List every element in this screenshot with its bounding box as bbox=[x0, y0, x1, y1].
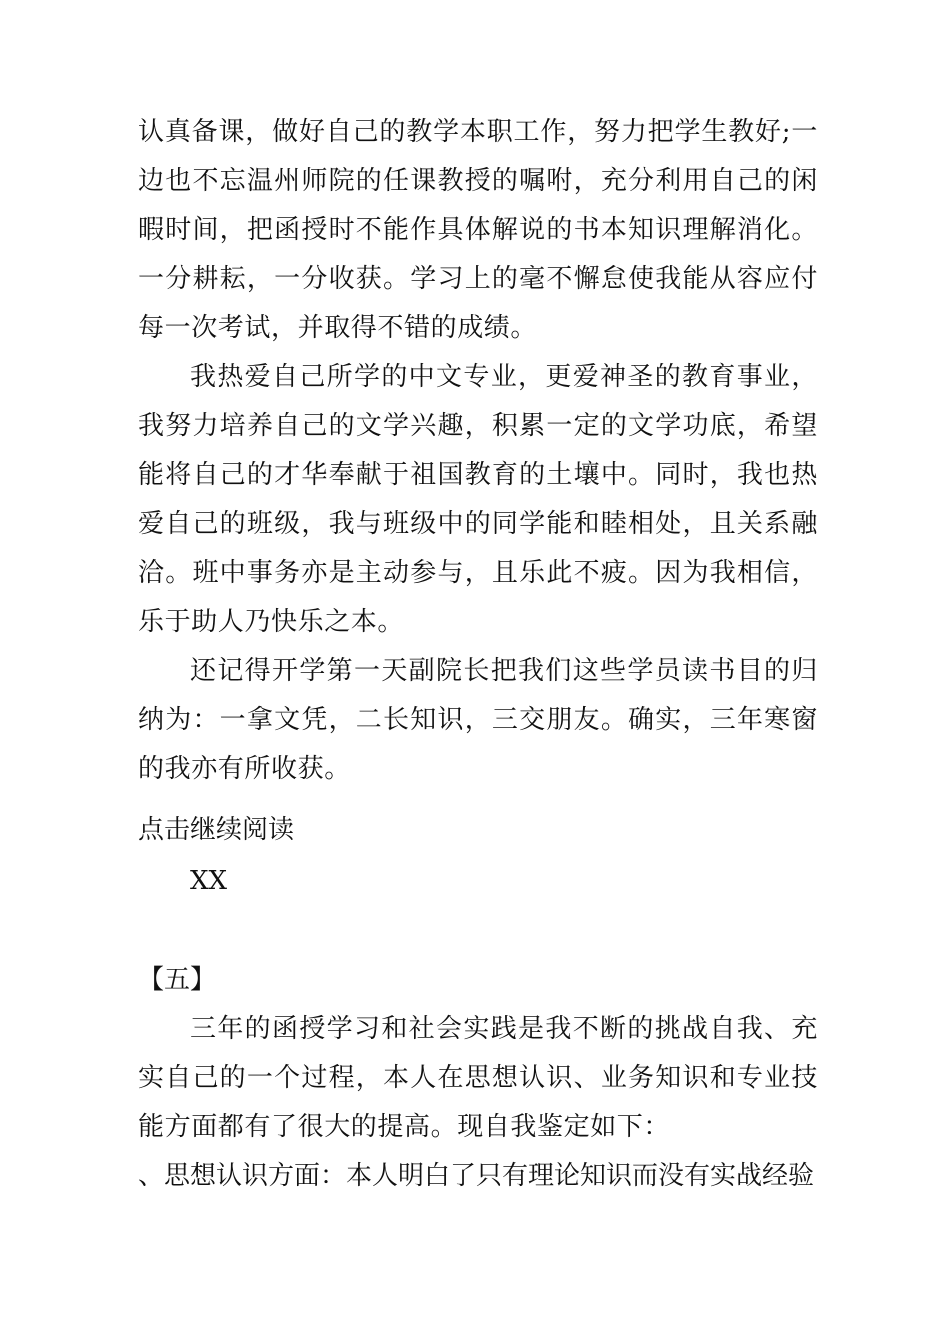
paragraph-major-love: 我热爱自己所学的中文专业，更爱神圣的教育事业，我努力培养自己的文学兴趣，积累一定的文学功底，希望能将自己的才华奉献于祖国教育的土壤中。同时，我也热爱自己的班级，我与班级中的同学能和睦相处，且关系融洽。班中事务亦是主动参与，且乐此不疲。因为我相信，乐于助人乃快乐之本。 bbox=[138, 362, 818, 637]
body-text-block bbox=[138, 108, 818, 794]
list-item-thought: 、思想认识方面：本人明白了只有理论知识而没有实战经验 bbox=[138, 1161, 815, 1191]
continuation-paragraph: 认真备课，做好自己的教学本职工作，努力把学生教好;一边也不忘温州师院的任课教授的嘱咐，充分利用自己的闲暇时间，把函授时不能作具体解说的书本知识理解消化。一分耕耘，一分收获。学习上的毫不懈怠使我能从容应付每一次考试，并取得不错的成绩。 bbox=[138, 117, 818, 343]
paragraph-study-purpose: 还记得开学第一天副院长把我们这些学员读书目的归纳为：一拿文凭，二长知识，三交朋友。确实，三年寒窗的我亦有所收获。 bbox=[138, 656, 818, 784]
continue-reading-link[interactable]: 点击继续阅读 bbox=[138, 815, 295, 845]
signature-text: XX bbox=[190, 866, 228, 896]
section-paragraph: 三年的函授学习和社会实践是我不断的挑战自我、充实自己的一个过程，本人在思想认识、业务知识和专业技能方面都有了很大的提高。现自我鉴定如下： bbox=[138, 1014, 818, 1142]
section-text-block bbox=[138, 1005, 818, 1152]
section-heading: 【五】 bbox=[138, 965, 217, 995]
